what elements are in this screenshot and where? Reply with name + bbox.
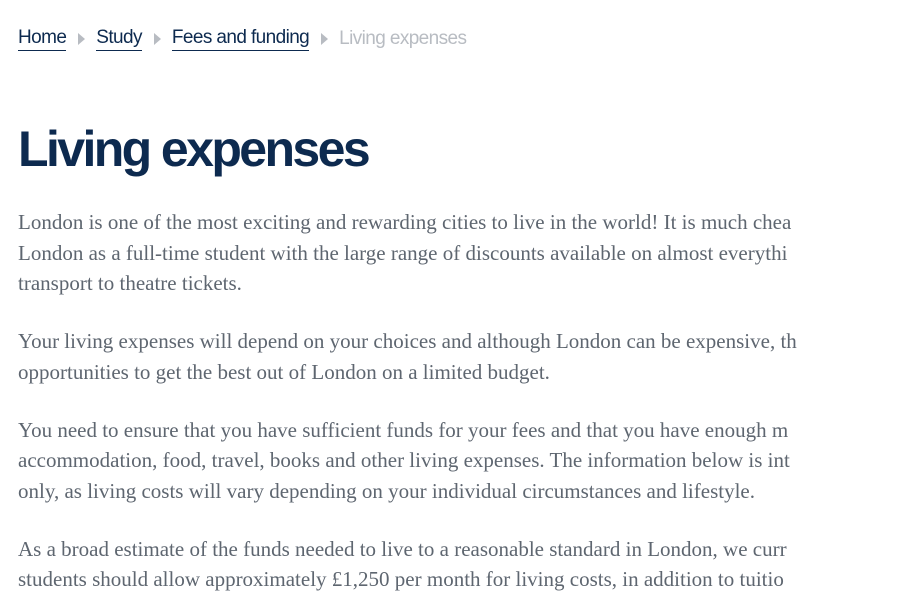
paragraph-line: London as a full-time student with the large range of discounts available on almost everythi [18, 240, 788, 265]
paragraph-line: only, as living costs will vary depending on your individual circumstances and lifestyle. [18, 478, 755, 503]
breadcrumb [18, 26, 466, 51]
paragraph-intro [18, 207, 910, 299]
paragraph-line: Your living expenses will depend on your choices and although London can be expensive, th [18, 329, 797, 353]
breadcrumb-study-link[interactable]: Study [96, 26, 142, 51]
page-title: Living expenses [18, 121, 369, 177]
paragraph-choices [18, 326, 910, 387]
paragraph-line: accommodation, food, travel, books and other living expenses. The information below is int [18, 448, 790, 472]
paragraph-estimate [18, 534, 910, 595]
triangle-right-icon [321, 33, 328, 45]
paragraph-line: opportunities to get the best out of London on a limited budget. [18, 359, 550, 384]
breadcrumb-home-link[interactable]: Home [18, 26, 66, 51]
triangle-right-icon [78, 33, 85, 45]
paragraph-sufficient-funds [18, 415, 910, 507]
main-content [18, 207, 910, 607]
breadcrumb-current-page: Living expenses [339, 27, 467, 49]
paragraph-line: As a broad estimate of the funds needed to live to a reasonable standard in London, we curr [18, 536, 787, 561]
triangle-right-icon [154, 33, 161, 45]
breadcrumb-fees-and-funding-link[interactable]: Fees and funding [172, 26, 309, 51]
paragraph-line: You need to ensure that you have sufficient funds for your fees and that you have enough m [18, 417, 789, 442]
paragraph-line: London is one of the most exciting and rewarding cities to live in the world! It is much chea [18, 210, 792, 234]
paragraph-line: transport to theatre tickets. [18, 271, 242, 295]
paragraph-line: students should allow approximately £1,250 per month for living costs, in addition to tuitio [18, 567, 784, 591]
